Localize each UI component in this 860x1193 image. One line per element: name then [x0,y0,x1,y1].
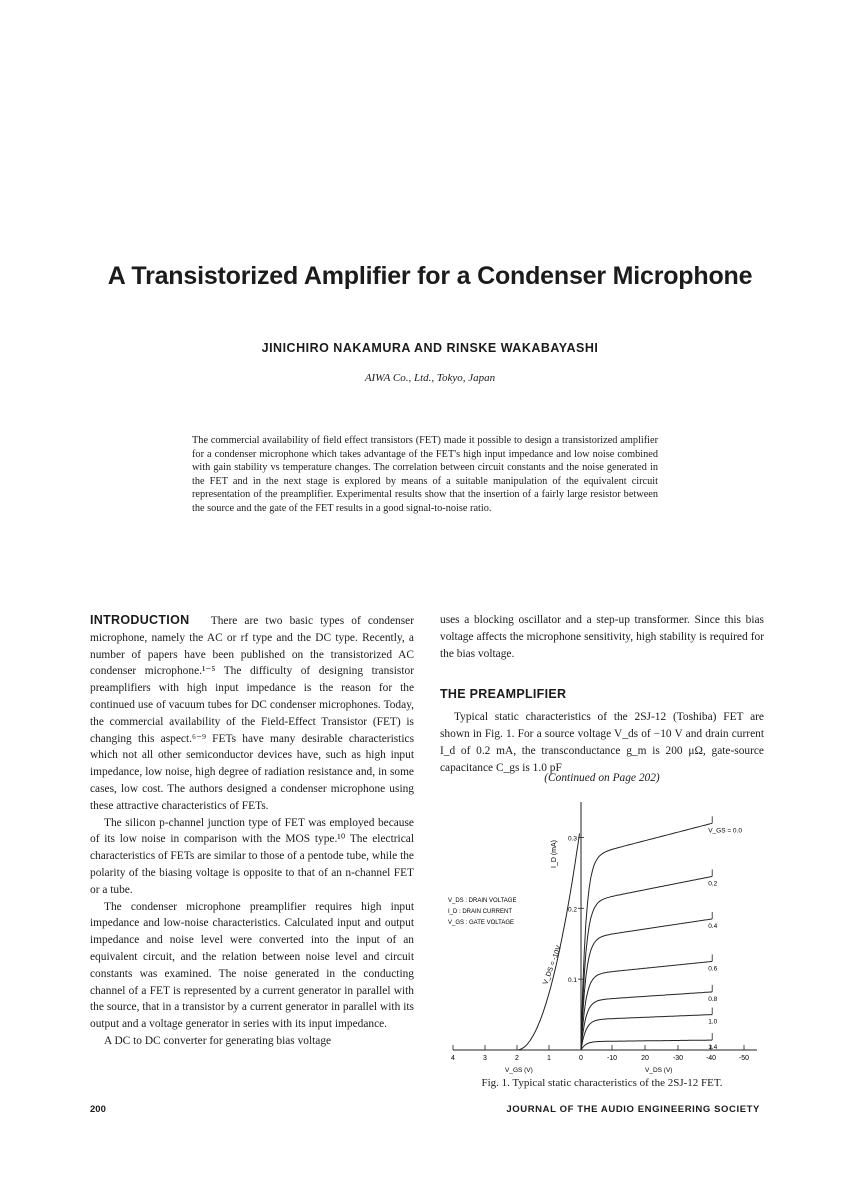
figure-curves [517,816,712,1050]
x-tick-label: -10 [606,1055,618,1062]
intro-paragraph-4: A DC to DC converter for generating bias voltage [104,1034,332,1047]
x-tick-label: -40 [705,1055,717,1062]
x-tick-label: 0 [579,1055,583,1062]
x-tick-label: 1 [547,1055,551,1062]
output-curve [581,919,712,1050]
paper-title: A Transistorized Amplifier for a Condenser Microphone [107,262,753,290]
abstract: The commercial availability of field effect transistors (FET) made it possible to design a transistorized amplifier for a condenser microphone which takes advantage of the FET's high input impedance and low noise combined with gain stability vs temperature changes. The correlation between circuit constants and the noise generated in the FET and in the next stage is explored by means of a suitable manipulation of the equivalent circuit representation of the preamplifier. Experimental results show that the insertion of a fairly large resistor between the source and the gate of the FET results in a good signal-to-noise ratio. [192,435,658,514]
column-right [440,612,764,776]
legend-line-1: V_DS : DRAIN VOLTAGE [448,898,517,904]
x-tick-label: -30 [672,1055,684,1062]
x-tick-label: 3 [483,1055,487,1062]
page-number: 200 [90,1104,106,1115]
intro-paragraph-1 [90,612,414,815]
legend-line-2: I_D : DRAIN CURRENT [448,909,513,915]
figure-curve-labels [708,827,742,1051]
curve-label: 0.6 [708,965,718,973]
y-tick-label: 0.1 [567,977,577,985]
x-tick-label: 2 [515,1055,519,1062]
curve-label: 1.4 [708,1044,718,1052]
curve-label: 0.8 [708,995,718,1003]
affiliation: AIWA Co., Ltd., Tokyo, Japan [364,372,496,384]
intro-paragraph-2: The silicon p-channel junction type of FET was employed because of its low noise in comparison with the MOS type.¹⁰ The electrical characteristics of FETs are similar to those of a pentode tube, while the polarity of the biasing voltage is opposite to that of an n-channel FET or a tube. [90,816,414,896]
intro-paragraph-3: The condenser microphone preamplifier requires high input impedance and low-noise characteristics. Calculated input and output impedance and noise level were converted into the input of an equivalent circuit, and the relation between noise level and circuit constants was examined. The noise generated in the conducting channel of a FET is represented by a current generator in parallel with the source, that in a transistor by a current generator in parallel with its output and a voltage generator in series with its input impedance. [90,900,414,1031]
fet-characteristics-figure [445,790,765,1075]
legend-line-3: V_GS : GATE VOLTAGE [448,920,515,926]
curve-label: V_GS = 0.0 [708,827,742,835]
intro-text-1: There are two basic types of condenser microphone, namely the AC or rf type and the DC type. Recently, a number of papers have been published on the transistorized AC condenser microphone.¹⁻⁵ The difficulty of designing transistor preamplifiers with high input impedance is the reason for the continued use of vacuum tubes for DC condenser microphones. Today, the commercial availability of the Field-Effect Transistor (FET) is changing this aspect.⁶⁻⁹ FETs have many desirable characteristics which not all other semiconductor devices have, such as high input impedance, low noise, high degree of radiation resistance and, in some cases, low cost. The authors designed a condenser microphone using these attractive characteristics of FETs. [90,615,415,812]
y-tick-label: 0.2 [567,906,577,914]
y-axis-label: I_D (mA) [551,840,558,868]
y-tick-label: 0.3 [567,835,577,843]
x-tick-label: 4 [451,1055,455,1062]
authors: JINICHIRO NAKAMURA AND RINSKE WAKABAYASHI [261,341,599,355]
col2-paragraph-2: Typical static characteristics of the 2SJ-12 (Toshiba) FET are shown in Fig. 1. For a source voltage V_ds of −10 V and drain current I_d of 0.2 mA, the transconductance g_m is 200 μΩ, gate-source capacitance C_gs is 1.0 pF [440,711,764,774]
transfer-curve [517,833,580,1050]
journal-name: JOURNAL OF THE AUDIO ENGINEERING SOCIETY [506,1104,760,1115]
x-tick-label: -50 [738,1055,750,1062]
x-left-label: V_GS (V) [505,1067,533,1074]
continued-note: (Continued on Page 202) [544,772,660,784]
output-curve [581,1015,712,1050]
curve-label: 0.2 [708,880,718,888]
output-curve [581,961,712,1050]
x-tick-label: 20 [641,1055,649,1062]
col2-paragraph-1: uses a blocking oscillator and a step-up transformer. Since this bias voltage affects the microphone sensitivity, high stability is required for the bias voltage. [440,614,764,660]
intro-heading: INTRODUCTION [90,613,190,627]
figure-ticks [451,835,749,1062]
curve-label: 1.0 [708,1018,718,1026]
figure-caption: Fig. 1. Typical static characteristics of the 2SJ-12 FET. [481,1077,723,1089]
transfer-curve-label: V_DS = -10V [542,944,563,986]
x-right-label: V_DS (V) [645,1067,673,1074]
column-left [90,612,414,1050]
output-curve [581,1040,712,1050]
preamplifier-heading: THE PREAMPLIFIER [440,687,567,702]
figure-legend [448,898,516,926]
curve-label: 0.4 [708,922,718,930]
output-curve [581,823,712,1050]
